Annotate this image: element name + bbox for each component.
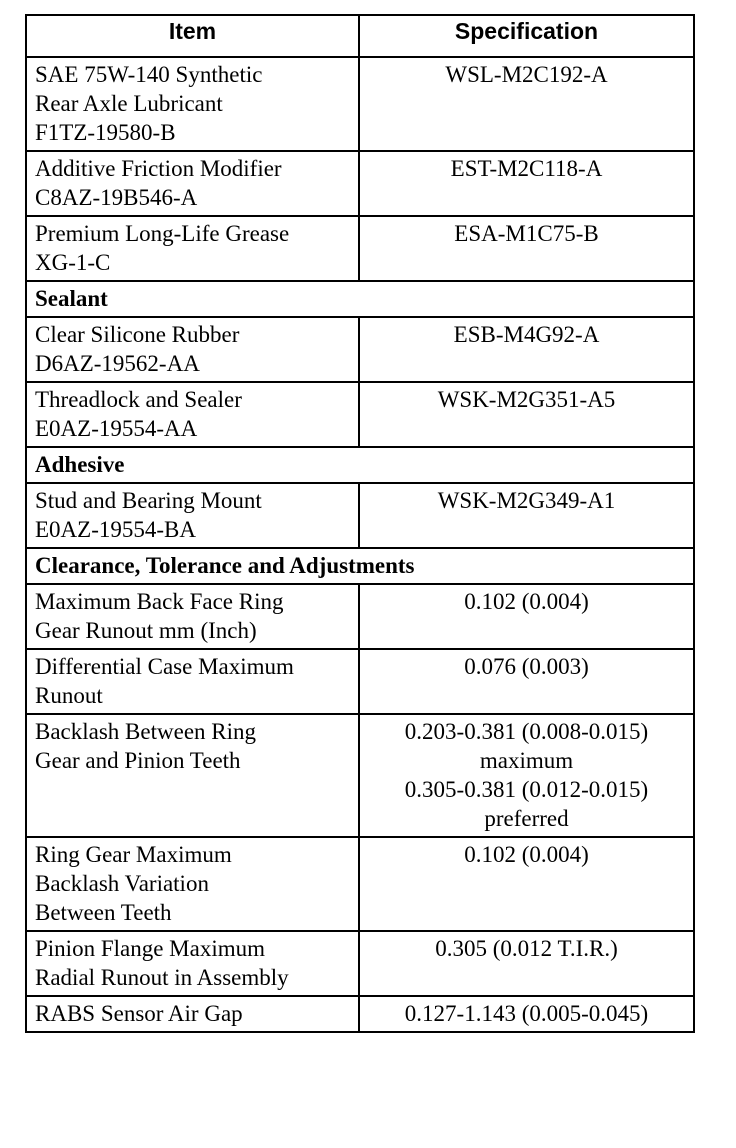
specification-text-line: 0.076 (0.003): [464, 654, 589, 679]
table-row: [26, 317, 694, 382]
specification-column-header: Specification: [359, 15, 694, 57]
specification-text-line: EST-M2C118-A: [450, 156, 603, 181]
specification-text-line: 0.127-1.143 (0.005-0.045): [404, 1001, 649, 1026]
item-text-line: Stud and Bearing Mount: [35, 488, 262, 513]
table-row: [26, 649, 694, 714]
item-text-line: Between Teeth: [35, 900, 172, 925]
item-text-line: Ring Gear Maximum: [35, 842, 232, 867]
table-body: [26, 57, 694, 1032]
specification-cell: [359, 57, 694, 151]
section-row: [26, 548, 694, 584]
item-text-line: Threadlock and Sealer: [35, 387, 242, 412]
item-text-line: Radial Runout in Assembly: [35, 965, 289, 990]
item-cell: [26, 151, 359, 216]
section-row: [26, 447, 694, 483]
specification-cell: [359, 317, 694, 382]
specification-cell: [359, 216, 694, 281]
specification-cell: [359, 996, 694, 1032]
table-row: [26, 382, 694, 447]
item-text-line: Backlash Between Ring: [35, 719, 257, 744]
item-text-line: Gear and Pinion Teeth: [35, 748, 241, 773]
header-row: [26, 15, 694, 57]
table-row: [26, 151, 694, 216]
item-text-line: E0AZ-19554-BA: [35, 517, 196, 542]
table-row: [26, 57, 694, 151]
item-cell: [26, 317, 359, 382]
specification-cell: [359, 714, 694, 837]
item-text-line: Maximum Back Face Ring: [35, 589, 284, 614]
item-text-line: XG-1-C: [35, 250, 111, 275]
item-text-line: Differential Case Maximum: [35, 654, 294, 679]
specification-cell: [359, 483, 694, 548]
specification-text-line: 0.102 (0.004): [464, 589, 589, 614]
section-row: [26, 281, 694, 317]
item-text-line: RABS Sensor Air Gap: [35, 1001, 243, 1026]
table-row: [26, 996, 694, 1032]
specification-text-line: 0.305 (0.012 T.I.R.): [435, 936, 618, 961]
item-text-line: C8AZ-19B546-A: [35, 185, 198, 210]
specification-text-line: WSK-M2G349-A1: [437, 488, 616, 513]
item-text-line: Backlash Variation: [35, 871, 209, 896]
item-text-line: Gear Runout mm (Inch): [35, 618, 257, 643]
item-cell: [26, 837, 359, 931]
specification-text-line: ESA-M1C75-B: [454, 221, 599, 246]
item-column-header: Item: [26, 15, 359, 57]
table-row: [26, 216, 694, 281]
table-row: [26, 483, 694, 548]
specification-cell: [359, 584, 694, 649]
item-cell: [26, 483, 359, 548]
table-row: [26, 931, 694, 996]
table-row: [26, 714, 694, 837]
item-cell: [26, 584, 359, 649]
specification-cell: [359, 382, 694, 447]
specification-cell: [359, 931, 694, 996]
specification-text-line: ESB-M4G92-A: [453, 322, 600, 347]
specification-cell: [359, 837, 694, 931]
specification-text-line: WSK-M2G351-A5: [437, 387, 616, 412]
specification-text-line: maximum: [479, 748, 574, 773]
item-cell: [26, 931, 359, 996]
item-text-line: Premium Long-Life Grease: [35, 221, 290, 246]
specification-cell: [359, 649, 694, 714]
specification-text-line: 0.203-0.381 (0.008-0.015): [404, 719, 649, 744]
item-text-line: Clear Silicone Rubber: [35, 322, 240, 347]
item-text-line: Additive Friction Modifier: [35, 156, 282, 181]
item-text-line: Pinion Flange Maximum: [35, 936, 265, 961]
section-heading: Adhesive: [26, 447, 694, 483]
section-heading: Clearance, Tolerance and Adjustments: [26, 548, 694, 584]
table-row: [26, 584, 694, 649]
specification-text-line: 0.102 (0.004): [464, 842, 589, 867]
item-cell: [26, 216, 359, 281]
item-cell: [26, 57, 359, 151]
specification-text-line: preferred: [484, 806, 569, 831]
item-text-line: F1TZ-19580-B: [35, 120, 176, 145]
section-heading: Sealant: [26, 281, 694, 317]
specification-table: [25, 14, 695, 1033]
specification-cell: [359, 151, 694, 216]
table-row: [26, 837, 694, 931]
item-cell: [26, 649, 359, 714]
item-text-line: Runout: [35, 683, 103, 708]
item-cell: [26, 996, 359, 1032]
item-cell: [26, 382, 359, 447]
item-text-line: D6AZ-19562-AA: [35, 351, 200, 376]
item-text-line: Rear Axle Lubricant: [35, 91, 223, 116]
item-text-line: E0AZ-19554-AA: [35, 416, 198, 441]
item-cell: [26, 714, 359, 837]
specification-text-line: WSL-M2C192-A: [445, 62, 608, 87]
item-text-line: SAE 75W-140 Synthetic: [35, 62, 263, 87]
specification-text-line: 0.305-0.381 (0.012-0.015): [404, 777, 649, 802]
